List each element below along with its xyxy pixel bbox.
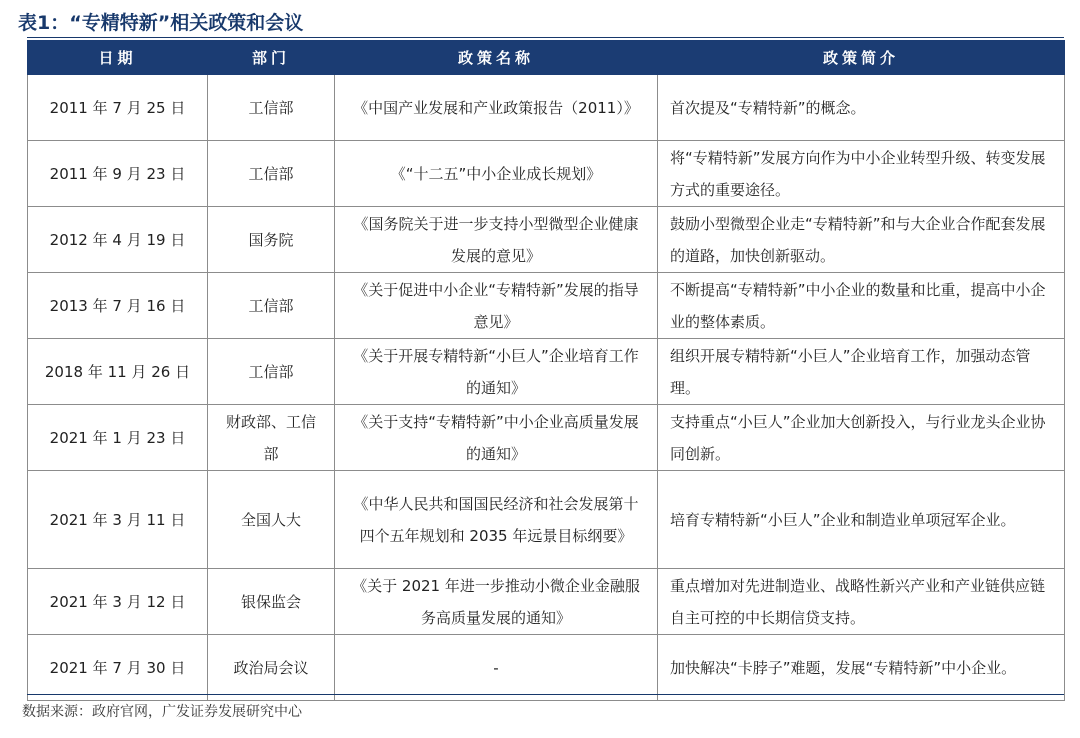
header-policy-name: 政策名称 <box>335 41 658 75</box>
table-row <box>28 339 1065 405</box>
row-department: 政治局会议 <box>208 635 335 701</box>
header-date: 日期 <box>28 41 208 75</box>
table-row <box>28 207 1065 273</box>
row-department: 工信部 <box>208 273 335 339</box>
row-policy-name: 《中国产业发展和产业政策报告（2011）》 <box>335 75 658 141</box>
row-date: 2012 年 4 月 19 日 <box>28 207 208 273</box>
row-date: 2021 年 3 月 12 日 <box>28 569 208 635</box>
data-source-note: 数据来源：政府官网，广发证券发展研究中心 <box>22 704 302 720</box>
row-date: 2011 年 9 月 23 日 <box>28 141 208 207</box>
row-date: 2021 年 7 月 30 日 <box>28 635 208 701</box>
row-policy-brief: 首次提及“专精特新”的概念。 <box>658 75 1065 141</box>
row-department: 银保监会 <box>208 569 335 635</box>
row-department: 工信部 <box>208 141 335 207</box>
table-row <box>28 471 1065 569</box>
row-policy-name: - <box>335 635 658 701</box>
row-policy-name: 《中华人民共和国国民经济和社会发展第十四个五年规划和 2035 年远景目标纲要》 <box>335 471 658 569</box>
row-policy-brief: 加快解决“卡脖子”难题，发展“专精特新”中小企业。 <box>658 635 1065 701</box>
row-policy-brief: 培育专精特新“小巨人”企业和制造业单项冠军企业。 <box>658 471 1065 569</box>
row-policy-brief: 组织开展专精特新“小巨人”企业培育工作，加强动态管理。 <box>658 339 1065 405</box>
row-date: 2018 年 11 月 26 日 <box>28 339 208 405</box>
policy-table <box>27 40 1065 701</box>
table-row <box>28 273 1065 339</box>
table-row <box>28 405 1065 471</box>
table-row <box>28 75 1065 141</box>
row-date: 2013 年 7 月 16 日 <box>28 273 208 339</box>
table-header-row <box>28 41 1065 75</box>
header-department: 部门 <box>208 41 335 75</box>
bottom-rule <box>27 694 1064 695</box>
table-row <box>28 635 1065 701</box>
row-policy-name: 《关于促进中小企业“专精特新”发展的指导意见》 <box>335 273 658 339</box>
header-policy-brief: 政策简介 <box>658 41 1065 75</box>
row-policy-name: 《关于支持“专精特新”中小企业高质量发展的通知》 <box>335 405 658 471</box>
row-date: 2021 年 1 月 23 日 <box>28 405 208 471</box>
row-policy-brief: 将“专精特新”发展方向作为中小企业转型升级、转变发展方式的重要途径。 <box>658 141 1065 207</box>
table-title: 表1：“专精特新”相关政策和会议 <box>18 12 304 34</box>
row-policy-brief: 不断提高“专精特新”中小企业的数量和比重，提高中小企业的整体素质。 <box>658 273 1065 339</box>
row-policy-name: 《国务院关于进一步支持小型微型企业健康发展的意见》 <box>335 207 658 273</box>
row-date: 2021 年 3 月 11 日 <box>28 471 208 569</box>
row-policy-name: 《“十二五”中小企业成长规划》 <box>335 141 658 207</box>
row-date: 2011 年 7 月 25 日 <box>28 75 208 141</box>
title-rule <box>27 37 1064 38</box>
row-department: 财政部、工信部 <box>208 405 335 471</box>
table-row <box>28 569 1065 635</box>
row-policy-brief: 鼓励小型微型企业走“专精特新”和与大企业合作配套发展的道路，加快创新驱动。 <box>658 207 1065 273</box>
row-department: 全国人大 <box>208 471 335 569</box>
row-policy-name: 《关于开展专精特新“小巨人”企业培育工作的通知》 <box>335 339 658 405</box>
row-department: 工信部 <box>208 75 335 141</box>
row-policy-name: 《关于 2021 年进一步推动小微企业金融服务高质量发展的通知》 <box>335 569 658 635</box>
table-row <box>28 141 1065 207</box>
row-department: 工信部 <box>208 339 335 405</box>
row-policy-brief: 重点增加对先进制造业、战略性新兴产业和产业链供应链自主可控的中长期信贷支持。 <box>658 569 1065 635</box>
row-department: 国务院 <box>208 207 335 273</box>
row-policy-brief: 支持重点“小巨人”企业加大创新投入，与行业龙头企业协同创新。 <box>658 405 1065 471</box>
